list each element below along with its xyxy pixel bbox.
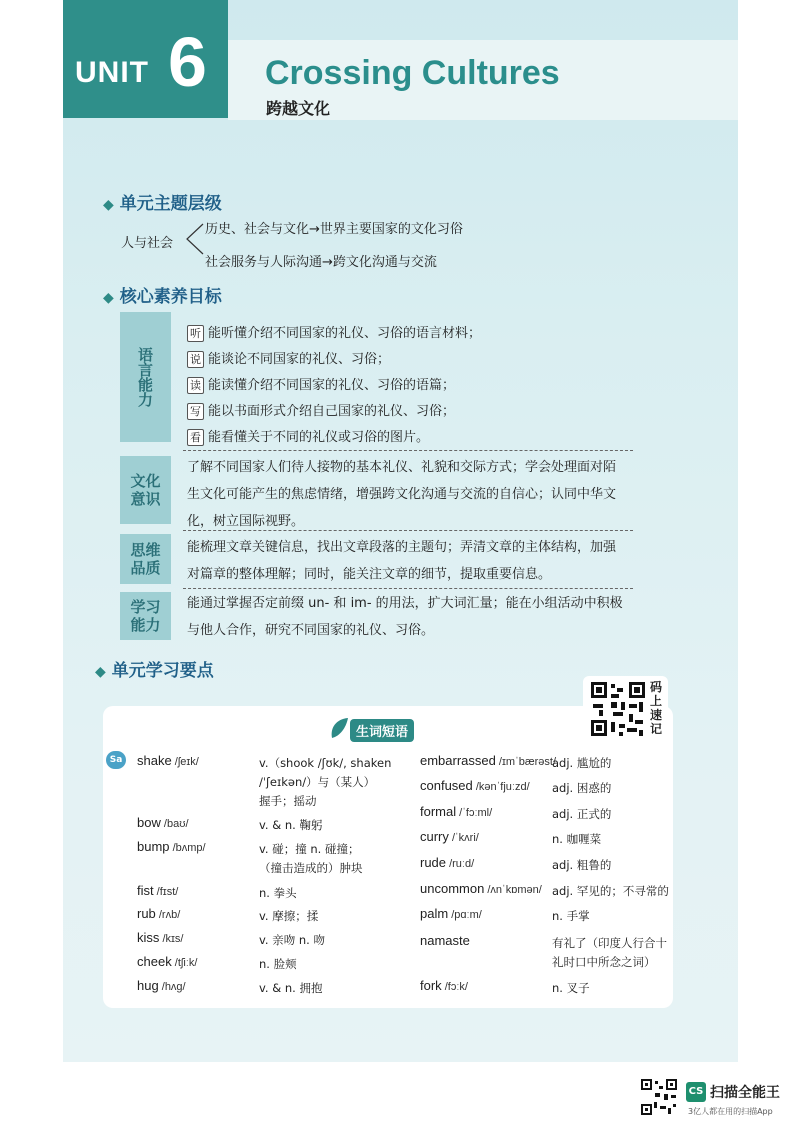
vocab-meaning: v. 碰；撞 n. 碰撞； [259, 842, 360, 856]
vocab-meaning: 礼时口中所念之词） [552, 955, 656, 969]
vocab-meaning: v.（shook /ʃʊk/, shaken [259, 756, 392, 770]
culture-label: 文化意识 [120, 456, 171, 524]
vocab-word: cheek /tʃiːk/ [137, 954, 198, 969]
vocab-meaning: 有礼了（印度人行合十 [552, 936, 667, 950]
vocab-word: palm /pɑːm/ [420, 906, 482, 921]
vocab-meaning: n. 脸颊 [259, 957, 297, 971]
vocab-word: formal /ˈfɔːml/ [420, 804, 493, 819]
vocab-word: hug /hʌg/ [137, 978, 186, 993]
vocab-word: bump /bʌmp/ [137, 839, 206, 854]
read-icon: 读 [187, 377, 204, 394]
language-item: 说 能谈论不同国家的礼仪、习俗； [187, 348, 390, 368]
vocab-meaning: n. 咖喱菜 [552, 832, 602, 846]
vocab-meaning: v. 亲吻 n. 吻 [259, 933, 325, 947]
vocab-word: confused /kənˈfjuːzd/ [420, 778, 530, 793]
write-icon: 写 [187, 403, 204, 420]
divider [183, 450, 633, 451]
culture-text: 了解不同国家人们待人接物的基本礼仪、礼貌和交际方式；学会处理面对陌 生文化可能产生的焦虑情绪，增强跨文化沟通与交流的自信心；认同中华文 化，树立国际视野。 [187, 460, 617, 529]
vocab-word: rub /rʌb/ [137, 906, 181, 921]
vocab-meaning: n. 拳头 [259, 886, 297, 900]
vocab-word: fork /fɔːk/ [420, 978, 468, 993]
vocab-meaning: v. & n. 鞠躬 [259, 818, 323, 832]
vocab-meaning: adj. 困惑的 [552, 781, 612, 795]
theme-branch-2: 社会服务与人际沟通→跨文化沟通与交流 [205, 255, 437, 270]
unit-title: Crossing Cultures [265, 54, 560, 92]
view-icon: 看 [187, 429, 204, 446]
goals-heading: ◆ 核心素养目标 [103, 287, 222, 307]
learning-label: 学习能力 [120, 592, 171, 640]
vocab-word: kiss /kɪs/ [137, 930, 184, 945]
unit-badge [63, 0, 228, 118]
diamond-icon: ◆ [103, 290, 114, 306]
vocab-banner [328, 716, 433, 742]
vocab-meaning: adj. 罕见的；不寻常的 [552, 884, 669, 898]
theme-heading: ◆ 单元主题层级 [103, 194, 222, 214]
theme-branch-1: 历史、社会与文化→世界主要国家的文化习俗 [205, 222, 463, 237]
camscanner-tagline: 3亿人都在用的扫描App [688, 1107, 773, 1116]
vocab-meaning: （撞击造成的）肿块 [259, 861, 363, 875]
qr-label: 码上速记 [650, 680, 663, 736]
speak-icon: 说 [187, 351, 204, 368]
thinking-text: 能梳理文章关键信息，找出文章段落的主题句；弄清文章的主体结构，加强 对篇章的整体理解；同时，能关注文章的细节，提取重要信息。 [187, 540, 617, 582]
camscanner-name: 扫描全能王 [710, 1085, 780, 1101]
brace-icon [183, 222, 205, 256]
theme-root: 人与社会 [121, 236, 174, 251]
language-item: 看 能看懂关于不同的礼仪或习俗的图片。 [187, 426, 429, 446]
vocab-word: fist /fɪst/ [137, 883, 179, 898]
vocab-word: rude /ruːd/ [420, 855, 475, 870]
vocab-word: embarrassed /ɪmˈbærəst/ [420, 753, 557, 768]
unit-word: UNIT [75, 56, 149, 89]
learning-text: 能通过掌握否定前缀 un- 和 im- 的用法，扩大词汇量；能在小组活动中积极 与他人合作，研究不同国家的礼仪、习俗。 [187, 596, 623, 638]
vocab-word: curry /ˈkʌri/ [420, 829, 479, 844]
language-item: 写 能以书面形式介绍自己国家的礼仪、习俗； [187, 400, 455, 420]
vocab-meaning: 握手；摇动 [259, 794, 317, 808]
language-item: 读 能读懂介绍不同国家的礼仪、习俗的语篇； [187, 374, 455, 394]
study-heading: ◆ 单元学习要点 [95, 661, 214, 681]
vocab-meaning: adj. 正式的 [552, 807, 612, 821]
vocab-word: shake /ʃeɪk/ [137, 753, 199, 768]
divider [183, 588, 633, 589]
vocab-word: bow /baʊ/ [137, 815, 189, 830]
vocab-meaning: n. 手掌 [552, 909, 590, 923]
language-item: 听 能听懂介绍不同国家的礼仪、习俗的语言材料； [187, 322, 481, 342]
diamond-icon: ◆ [103, 197, 114, 213]
vocab-meaning: n. 叉子 [552, 981, 590, 995]
vocab-meaning: adj. 尴尬的 [552, 756, 612, 770]
sa-badge: Sa [106, 751, 126, 769]
vocab-meaning: v. & n. 拥抱 [259, 981, 323, 995]
qr-code-icon [589, 680, 647, 738]
unit-number: 6 [168, 23, 207, 101]
listen-icon: 听 [187, 325, 204, 342]
vocab-meaning: /ˈʃeɪkən/）与（某人） [259, 775, 376, 789]
camscanner-logo: CS [686, 1082, 706, 1102]
leaf-icon [328, 716, 350, 740]
vocab-meaning: v. 摩擦；揉 [259, 909, 319, 923]
vocab-meaning: adj. 粗鲁的 [552, 858, 612, 872]
vocab-word: namaste [420, 933, 470, 948]
divider [183, 530, 633, 531]
language-label: 语言能力 [120, 312, 171, 442]
diamond-icon: ◆ [95, 664, 106, 680]
qr-code-icon [640, 1078, 678, 1116]
thinking-label: 思维品质 [120, 534, 171, 584]
vocab-word: uncommon /ʌnˈkɒmən/ [420, 881, 542, 896]
vocab-banner-label: 生词短语 [350, 719, 414, 742]
unit-subtitle: 跨越文化 [266, 99, 331, 118]
footer-qr-code[interactable] [640, 1078, 678, 1116]
